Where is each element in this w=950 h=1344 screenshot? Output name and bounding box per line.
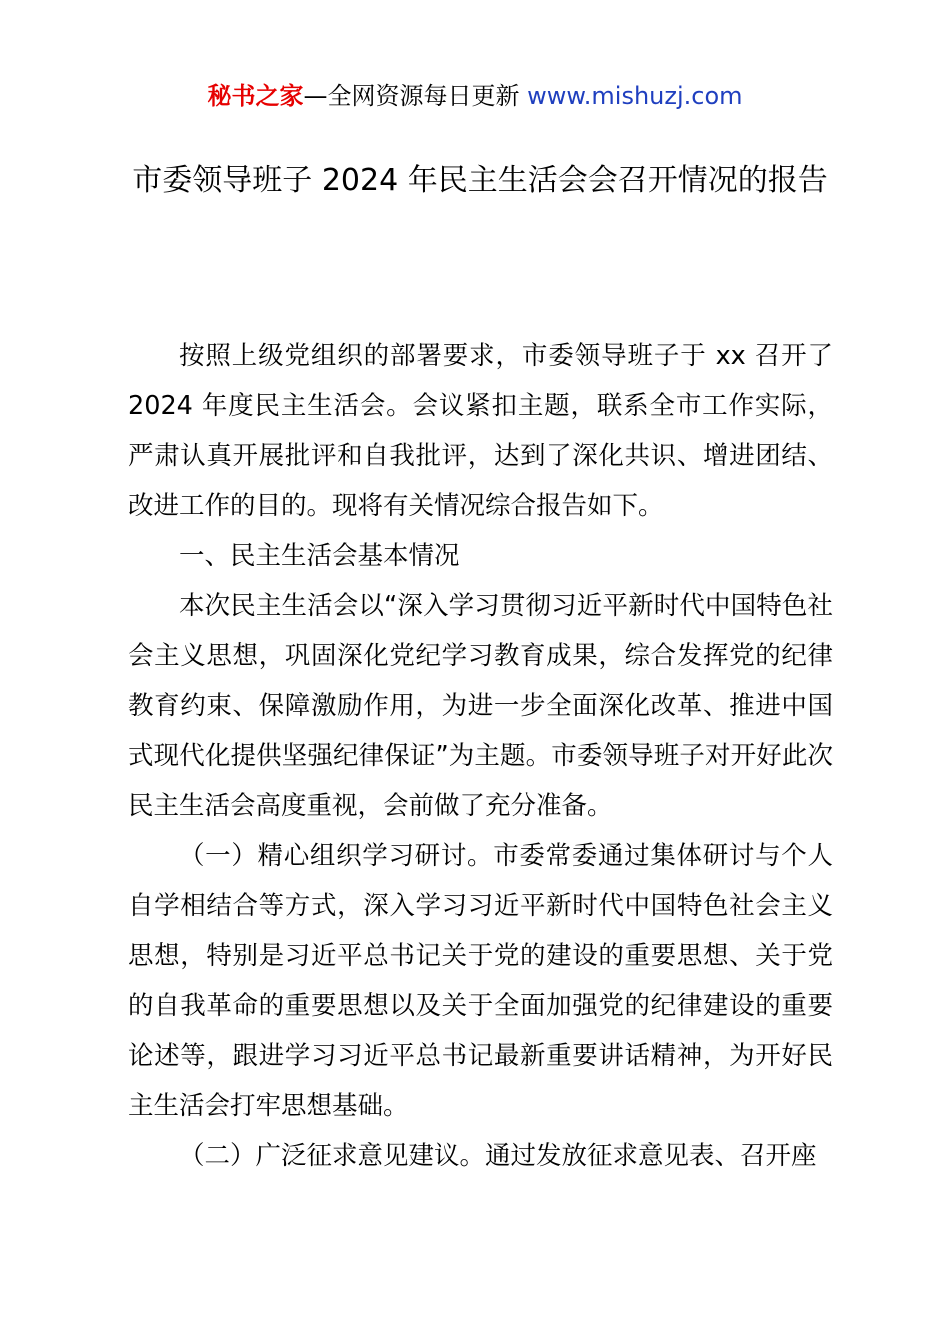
site-header bbox=[0, 78, 950, 114]
intro-paragraph: 按照上级党组织的部署要求，市委领导班子于 xx 召开了 2024 年度民主生活会。会议紧扣主题，联系全市工作实际，严肃认真开展批评和自我批评，达到了深化共识、增进团结、改进工作的目的。现将有关情况综合报告如下。 bbox=[128, 341, 833, 521]
opinions-paragraph: （二）广泛征求意见建议。通过发放征求意见表、召开座 bbox=[179, 1141, 817, 1171]
document-title: 市委领导班子 2024 年民主生活会会召开情况的报告 bbox=[132, 163, 828, 198]
site-url-link[interactable]: www.mishuzj.com bbox=[527, 82, 743, 110]
study-paragraph: （一）精心组织学习研讨。市委常委通过集体研讨与个人自学相结合等方式，深入学习习近平新时代中国特色社会主义思想，特别是习近平总书记关于党的建设的重要思想、关于党的自我革命的重要思想以及关于全面加强党的纪律建设的重要论述等，跟进学习习近平总书记最新重要讲话精神，为开好民主生活会打牢思想基础。 bbox=[128, 841, 833, 1121]
site-tagline: —全网资源每日更新 bbox=[303, 82, 528, 110]
theme-paragraph: 本次民主生活会以“深入学习贯彻习近平新时代中国特色社会主义思想，巩固深化党纪学习教育成果，综合发挥党的纪律教育约束、保障激励作用，为进一步全面深化改革、推进中国式现代化提供坚强纪律保证”为主题。市委领导班子对开好此次民主生活会高度重视，会前做了充分准备。 bbox=[128, 591, 833, 821]
document-body bbox=[128, 331, 833, 1181]
site-brand: 秘书之家 bbox=[207, 82, 304, 110]
section-heading-basic-info: 一、民主生活会基本情况 bbox=[179, 541, 460, 571]
